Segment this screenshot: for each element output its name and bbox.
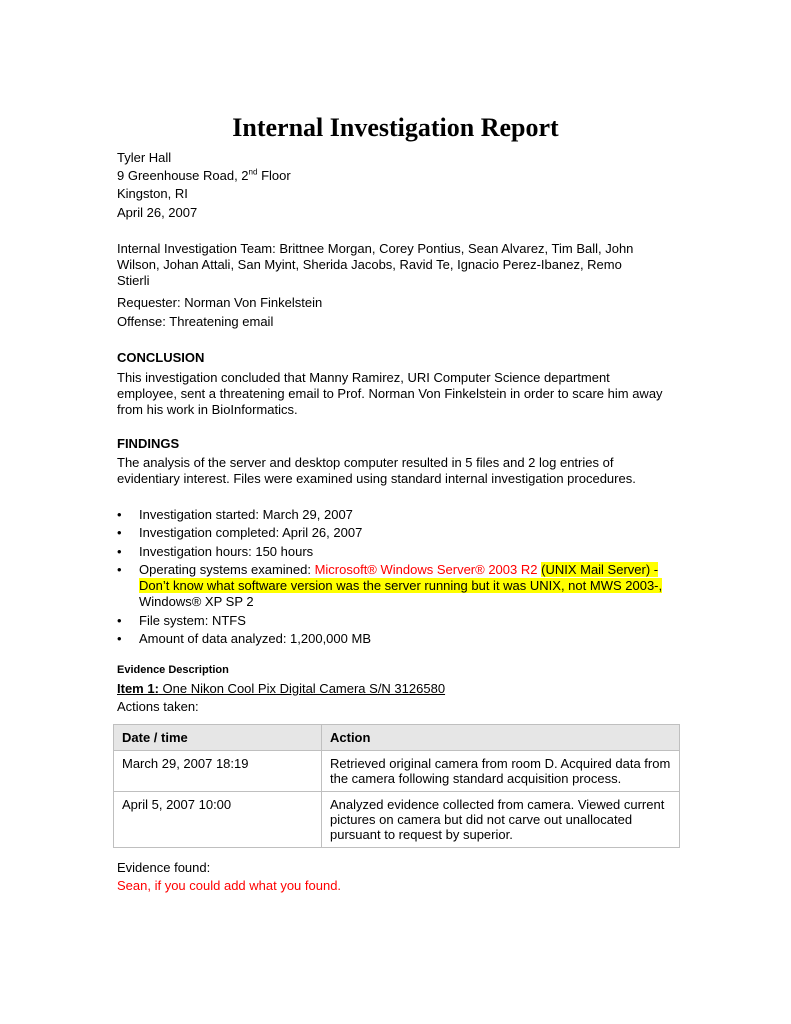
table-cell-action: Retrieved original camera from room D. Acquired data from the camera following standard acquisition process. <box>322 751 680 792</box>
os-name-red: Microsoft® Windows Server® 2003 R2 <box>314 562 538 578</box>
table-cell-date: April 5, 2007 10:00 <box>114 792 322 848</box>
street-ordinal: nd <box>248 167 258 177</box>
item-label: Item 1: <box>117 681 159 696</box>
findings-text: The analysis of the server and desktop computer resulted in 5 files and 2 log entries of evidentiary interest. Files were examined using standard internal investigation procedures. <box>117 455 636 486</box>
list-item <box>117 613 677 629</box>
list-item <box>117 507 677 523</box>
column-header-date: Date / time <box>114 725 322 751</box>
list-item <box>117 562 677 610</box>
table-row <box>114 751 680 792</box>
evidence-heading: Evidence Description <box>117 664 229 676</box>
evidence-found-label: Evidence found: <box>117 860 211 875</box>
evidence-item <box>117 681 445 697</box>
bullet-marker: • <box>117 630 122 646</box>
bullet-filesystem: File system: NTFS <box>139 612 246 628</box>
bullet-data: Amount of data analyzed: 1,200,000 MB <box>139 630 371 646</box>
list-item <box>117 525 677 541</box>
bullet-hours: Investigation hours: 150 hours <box>139 543 314 559</box>
bullet-marker: • <box>117 525 122 541</box>
item-description: One Nikon Cool Pix Digital Camera S/N 3126580 <box>158 681 446 696</box>
conclusion-heading: CONCLUSION <box>117 350 205 365</box>
bullet-started: Investigation started: March 29, 2007 <box>139 507 353 522</box>
os-label: Operating systems examined: <box>139 562 315 578</box>
actions-taken-label: Actions taken: <box>117 699 199 714</box>
street-prefix: 9 Greenhouse Road, 2 <box>117 168 249 183</box>
findings-heading: FINDINGS <box>117 436 180 451</box>
list-item <box>117 631 677 647</box>
actions-table <box>113 724 680 848</box>
column-header-action: Action <box>322 725 680 751</box>
investigation-team: Internal Investigation Team: Brittnee Morgan, Corey Pontius, Sean Alvarez, Tim Ball, John Wilson, Johan Attali, San Myint, Sherida Jacobs, Ravid Te, Ignacio Perez-Ibanez, Remo Stierli <box>117 241 634 288</box>
table-cell-date: March 29, 2007 18:19 <box>114 751 322 792</box>
table-row <box>114 792 680 848</box>
os-highlight-comment: (UNIX Mail Server) - Don’t know what software version was the server running but it was UNIX, not MWS 2003-, <box>139 562 663 594</box>
bullet-marker: • <box>117 562 122 578</box>
bullet-completed: Investigation completed: April 26, 2007 <box>139 525 363 541</box>
list-item <box>117 544 677 560</box>
offense: Offense: Threatening email <box>117 314 274 329</box>
evidence-found-note: Sean, if you could add what you found. <box>117 878 342 893</box>
table-header-row <box>114 725 680 751</box>
findings-list <box>117 507 677 649</box>
address-city: Kingston, RI <box>117 186 188 201</box>
bullet-marker: • <box>117 612 122 628</box>
street-suffix: Floor <box>257 168 291 183</box>
address-name: Tyler Hall <box>117 150 172 165</box>
report-title: Internal Investigation Report <box>232 113 559 142</box>
os-tail: Windows® XP SP 2 <box>139 594 254 610</box>
address-street <box>117 168 291 184</box>
table-cell-action: Analyzed evidence collected from camera. Viewed current pictures on camera but did not carve out unallocated pursuant to request by superior. <box>322 792 680 848</box>
bullet-marker: • <box>117 543 122 559</box>
requester: Requester: Norman Von Finkelstein <box>117 295 323 310</box>
report-date: April 26, 2007 <box>117 205 198 220</box>
conclusion-text: This investigation concluded that Manny Ramirez, URI Computer Science department employee, sent a threatening email to Prof. Norman Von Finkelstein in order to scare him away from his work in BioInformatics. <box>117 370 663 417</box>
bullet-marker: • <box>117 507 122 522</box>
